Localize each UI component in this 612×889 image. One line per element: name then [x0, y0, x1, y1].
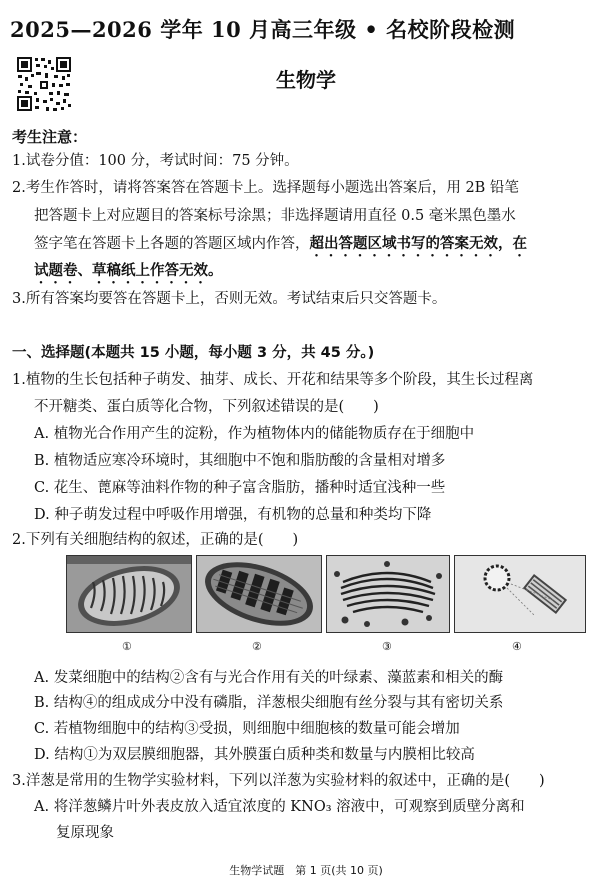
figure-label-3: ③ [382, 640, 392, 653]
chloroplast-micrograph [196, 555, 322, 633]
notice-heading: 考生注意： [12, 128, 88, 146]
q1-option-b: B. 植物适应寒冷环境时，其细胞中不饱和脂肪酸的含量相对增多 [34, 453, 446, 469]
figure-label-1: ① [122, 640, 132, 653]
notice-item-2-line-1: 2.考生作答时，请将答案答在答题卡上。选择题每小题选出答案后，用 2B 铅笔 [12, 180, 519, 196]
q1-stem-line-2: 不开糖类、蛋白质等化合物，下列叙述错误的是( ) [34, 399, 379, 415]
q3-stem: 3.洋葱是常用的生物学实验材料，下列以洋葱为实验材料的叙述中，正确的是( ) [12, 773, 545, 789]
q2-option-b: B. 结构④的组成成分中没有磷脂，洋葱根尖细胞有丝分裂与其有密切关系 [34, 695, 504, 711]
q3-option-a-line-1: A. 将洋葱鳞片叶外表皮放入适宜浓度的 KNO₃ 溶液中，可观察到质壁分离和 [34, 799, 525, 815]
notice-item-2-line-3 [34, 234, 527, 260]
q1-option-a: A. 植物光合作用产生的淀粉，作为植物体内的储能物质存在于细胞中 [34, 426, 475, 442]
q3-option-a-line-2: 复原现象 [56, 825, 114, 841]
page-footer: 生物学试题 第 1 页(共 10 页) [229, 864, 383, 877]
section-1-title: 一、选择题(本题共 15 小题，每小题 3 分，共 45 分。) [12, 345, 375, 361]
q1-option-c: C. 花生、蓖麻等油料作物的种子富含脂肪，播种时适宜浅种一些 [34, 480, 446, 496]
subject-title: 生物学 [276, 68, 336, 92]
centrosome-micrograph [454, 555, 586, 633]
figure-label-4: ④ [512, 640, 522, 653]
q2-stem: 2.下列有关细胞结构的叙述，正确的是( ) [12, 532, 299, 548]
q2-option-d: D. 结构①为双层膜细胞器，其外膜蛋白质种类和数量与内膜相比较高 [34, 747, 475, 763]
q1-stem-line-1: 1.植物的生长包括种子萌发、抽芽、成长、开花和结果等多个阶段，其生长过程离 [12, 372, 534, 388]
notice-item-2-line-2: 把答题卡上对应题目的答案标号涂黑；非选择题请用直径 0.5 毫米黑色墨水 [34, 208, 516, 224]
q2-option-c: C. 若植物细胞中的结构③受损，则细胞中细胞核的数量可能会增加 [34, 721, 460, 737]
q2-option-a: A. 发菜细胞中的结构②含有与光合作用有关的叶绿素、藻蓝素和相关的酶 [34, 670, 504, 686]
exam-title: 2025—2026 学年 10 月高三年级 • 名校阶段检测 [10, 17, 516, 42]
notice-item-1: 1.试卷分值：100 分，考试时间：75 分钟。 [12, 153, 299, 169]
q1-option-d: D. 种子萌发过程中呼吸作用增强，有机物的总量和种类均下降 [34, 507, 432, 523]
notice-warning-emphasis: 超出答题区域书写的答案无效，在 [309, 236, 527, 252]
notice-item-2-line-4: 试题卷、草稿纸上作答无效。 [34, 263, 223, 279]
figure-label-2: ② [252, 640, 262, 653]
q2-figure-strip [66, 555, 590, 633]
notice-item-2-line-3-normal: 签字笔在答题卡上各题的答题区域内作答， [34, 236, 310, 252]
notice-item-3: 3.所有答案均要答在答题卡上，否则无效。考试结束后只交答题卡。 [12, 291, 447, 307]
mitochondrion-micrograph [66, 555, 192, 633]
golgi-apparatus-micrograph [326, 555, 450, 633]
